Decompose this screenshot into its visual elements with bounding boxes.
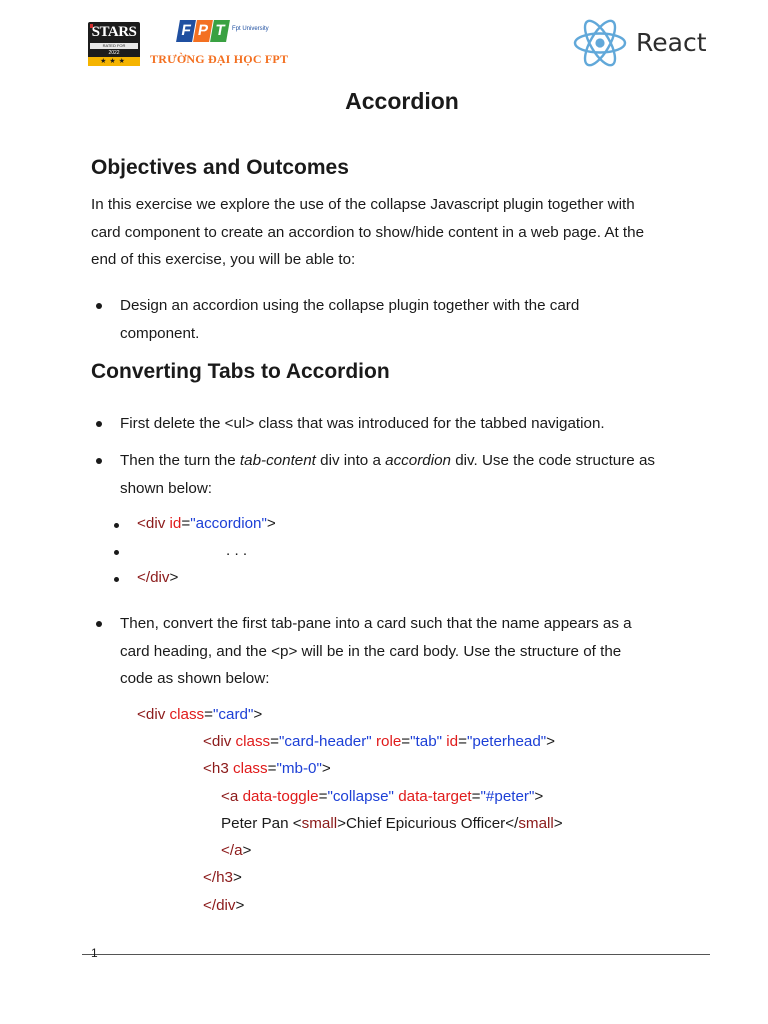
code-text: Chief Epicurious Officer <box>345 815 506 832</box>
objectives-heading: Objectives and Outcomes <box>91 156 349 179</box>
step-delete-ul: First delete the <ul> class that was introduced for the tabbed navigation. <box>120 415 605 432</box>
code-line-card-header <box>203 733 555 750</box>
objectives-intro <box>91 191 723 274</box>
code-line-card-open <box>137 706 262 723</box>
code-punct: < <box>203 760 212 777</box>
code-punct: < <box>221 788 230 805</box>
step-tab-content <box>120 447 720 502</box>
stars-logo-word: STARS <box>91 24 137 40</box>
code-punct: > <box>553 815 563 832</box>
bullet-icon <box>114 523 119 528</box>
code-attr: role <box>375 733 402 750</box>
step-line <box>120 447 720 475</box>
code-attr: id <box>169 515 182 532</box>
document-title: Accordion <box>345 88 459 114</box>
code-value: "card-header" <box>279 733 372 750</box>
footer-divider <box>82 954 710 955</box>
code-tag: div <box>145 515 166 532</box>
code-eq: = <box>267 760 277 777</box>
code-punct: </ <box>505 815 519 832</box>
code-attr: data-toggle <box>242 788 319 805</box>
code-line-anchor-close <box>221 842 251 859</box>
bullet-icon <box>96 458 102 464</box>
code-value: "card" <box>213 706 254 723</box>
code-punct: > <box>169 569 179 586</box>
code-punct: > <box>235 897 245 914</box>
code-tag: div <box>145 706 166 723</box>
code-punct: > <box>534 788 544 805</box>
code-value: "collapse" <box>327 788 394 805</box>
code-value: "#peter" <box>480 788 535 805</box>
code-attr: class <box>169 706 205 723</box>
code-punct: </ <box>221 842 235 859</box>
step-line: Then, convert the first tab-pane into a card such that the name appears as a <box>120 615 632 632</box>
code-line-h3-open <box>203 760 331 777</box>
code-eq: = <box>471 788 481 805</box>
code-line-div-close <box>203 897 244 914</box>
stars-logo-rating: ★★★ <box>88 57 140 66</box>
code-eq: = <box>270 733 280 750</box>
intro-line: end of this exercise, you will be able to: <box>91 251 356 268</box>
step-line: card heading, and the <p> will be in the card body. Use the structure of the <box>120 642 622 660</box>
step-line: code as shown below: <box>120 670 270 687</box>
fpt-letter-p: P <box>193 20 213 42</box>
code-line-anchor-open <box>221 788 543 805</box>
objective-item <box>120 292 720 347</box>
step-text: Then the turn the <box>120 452 240 469</box>
stars-logo-subtitle: RATED FOR <box>90 43 138 49</box>
code-tag: a <box>229 788 239 805</box>
fpt-school-name: TRƯỜNG ĐẠI HỌC FPT <box>150 52 289 66</box>
code-eq: = <box>318 788 328 805</box>
code-line-h3-close <box>203 869 242 886</box>
stars-logo-year: 2022 <box>108 50 120 56</box>
code-text: Peter Pan <box>221 815 293 832</box>
code-tag: h3 <box>211 760 229 777</box>
code-eq: = <box>401 733 411 750</box>
code-punct: > <box>546 733 556 750</box>
code-tag: div <box>211 733 232 750</box>
code-eq: = <box>458 733 467 750</box>
code-punct: > <box>242 842 252 859</box>
code-attr: id <box>446 733 459 750</box>
code-value: "mb-0" <box>276 760 322 777</box>
code-eq: = <box>181 515 191 532</box>
fpt-mark-icon <box>178 20 228 44</box>
step-emphasis: tab-content <box>239 452 316 469</box>
fpt-letter-t: T <box>210 20 230 42</box>
bullet-icon <box>114 550 119 555</box>
code-tag: div <box>216 897 236 914</box>
code-punct: < <box>137 515 146 532</box>
code-value: "accordion" <box>190 515 267 532</box>
step-emphasis: accordion <box>385 452 451 469</box>
bullet-icon <box>96 303 102 309</box>
code-punct: </ <box>203 897 217 914</box>
code-attr: class <box>233 760 268 777</box>
react-atom-icon <box>572 18 628 68</box>
code-punct: > <box>321 760 331 777</box>
code-punct: < <box>292 815 302 832</box>
code-tag: div <box>150 569 170 586</box>
intro-line: In this exercise we explore the use of the collapse Javascript plugin together with <box>91 196 635 213</box>
code-line-ellipsis: . . . <box>226 542 248 559</box>
step-line: shown below: <box>120 479 213 497</box>
code-line-accordion-close <box>137 569 178 586</box>
code-punct: < <box>137 706 146 723</box>
intro-line: card component to create an accordion to show/hide content in a web page. At the <box>91 223 645 241</box>
step-text: div. Use the code structure as <box>451 452 655 469</box>
bullet-icon <box>114 577 119 582</box>
step-text: div into a <box>315 452 386 469</box>
code-attr: data-target <box>398 788 472 805</box>
code-punct: > <box>266 515 276 532</box>
code-tag: small <box>518 815 554 832</box>
code-tag: a <box>234 842 243 859</box>
code-value: "peterhead" <box>466 733 547 750</box>
fpt-university-logo <box>148 20 289 68</box>
code-punct: > <box>233 869 242 886</box>
bullet-icon <box>96 421 102 427</box>
objective-item-line: component. <box>120 324 200 342</box>
step-card <box>120 610 720 693</box>
react-logo <box>572 18 712 68</box>
code-line-anchor-content <box>221 815 563 832</box>
code-eq: = <box>204 706 214 723</box>
code-punct: > <box>253 706 263 723</box>
page-number: 1 <box>91 946 98 960</box>
stars-logo <box>88 22 140 66</box>
code-tag: h3 <box>216 869 233 886</box>
code-punct: </ <box>137 569 151 586</box>
code-punct: > <box>337 815 346 832</box>
code-attr: class <box>235 733 271 750</box>
code-punct: </ <box>203 869 217 886</box>
fpt-letter-f: F <box>176 20 196 42</box>
objective-item-line: Design an accordion using the collapse plugin together with the card <box>120 297 580 314</box>
bullet-icon <box>96 621 102 627</box>
code-line-accordion-open <box>137 515 276 532</box>
code-value: "tab" <box>410 733 443 750</box>
code-tag: small <box>301 815 338 832</box>
converting-heading: Converting Tabs to Accordion <box>91 360 390 383</box>
code-punct: < <box>203 733 212 750</box>
fpt-university-label: Fpt University <box>232 26 269 32</box>
react-logo-text: React <box>636 28 707 57</box>
